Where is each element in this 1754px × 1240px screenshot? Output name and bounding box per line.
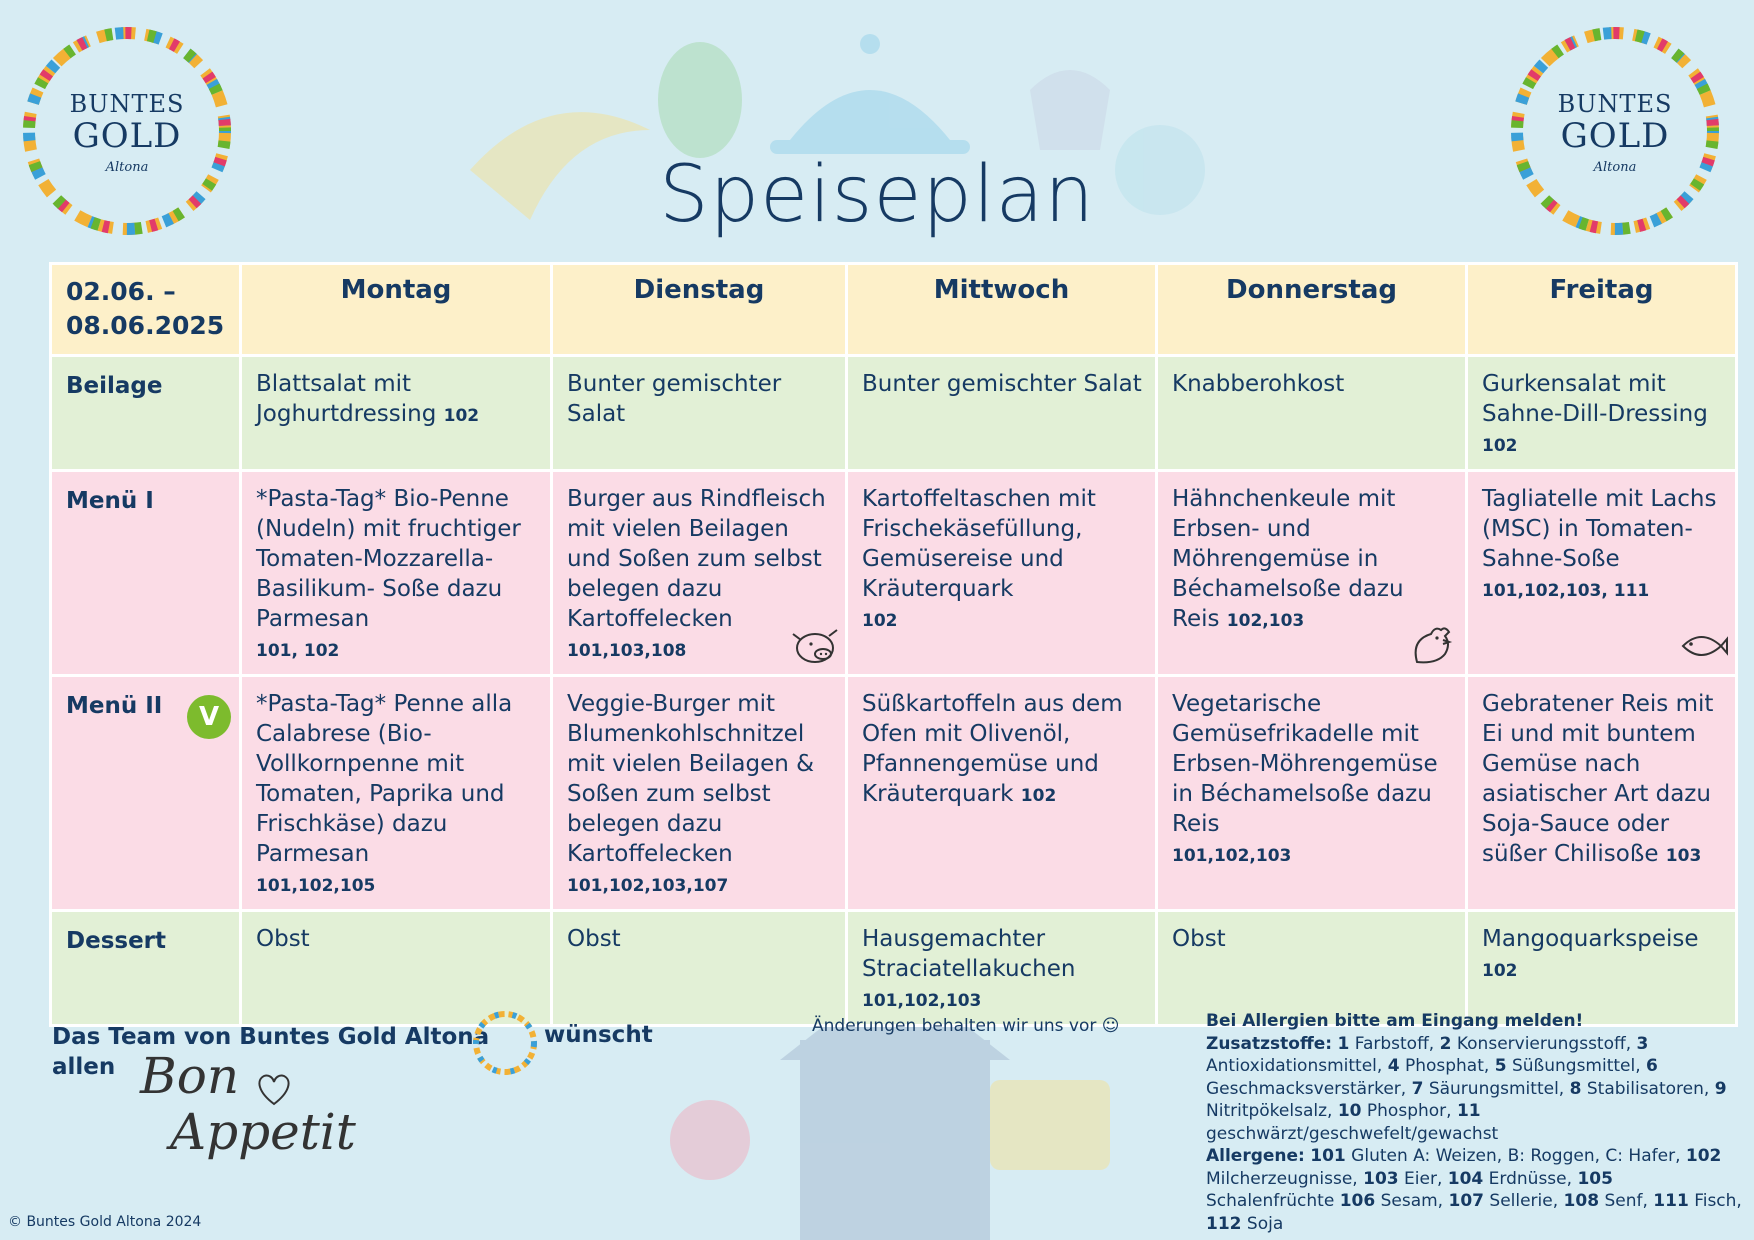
dish-text: Burger aus Rindfleisch mit vielen Beilagen und Soßen zum selbst belegen dazu Kartoffelecken (567, 486, 826, 632)
heart-icon (254, 1070, 294, 1108)
dish-text: Obst (567, 926, 621, 952)
dish-text: Bunter gemischter Salat (567, 371, 782, 427)
allergen-codes: 102 (1482, 961, 1518, 981)
logo-line1: BUNTES (69, 90, 185, 118)
additive-num: 11 (1456, 1101, 1481, 1121)
allergen-num: 103 (1363, 1168, 1399, 1189)
menu-cell (847, 911, 1157, 1026)
additive-text: geschwärzt/geschwefelt/gewachst (1206, 1123, 1499, 1144)
allergy-heading: Bei Allergien bitte am Eingang melden! (1206, 1011, 1584, 1031)
allergen-text: Milcherzeugnisse, (1206, 1168, 1358, 1189)
logo-line1: BUNTES (1557, 90, 1673, 118)
day-header-thursday: Donnerstag (1157, 264, 1467, 356)
copyright-icon: © (8, 1214, 22, 1230)
additive-text: Geschmacksverstärker, (1206, 1078, 1407, 1099)
allergen-num: 107 (1448, 1191, 1484, 1211)
row-label-text: Menü II (66, 693, 163, 719)
menu-cell (1157, 471, 1467, 676)
logo-line3: Altona (105, 160, 149, 175)
allergen-num: 104 (1447, 1168, 1484, 1189)
cow-icon (787, 622, 839, 670)
dish-text: Tagliatelle mit Lachs (MSC) in Tomaten-Sahne-Soße (1482, 486, 1717, 572)
allergen-codes: 101,102,103 (862, 991, 982, 1011)
allergen-codes: 102 (443, 406, 480, 426)
table-row-menu-1 (51, 471, 1737, 676)
allergen-text: Schalenfrüchte (1206, 1191, 1335, 1211)
dish-text: Mangoquarkspeise (1482, 926, 1699, 952)
logo-line2: GOLD (1560, 116, 1670, 156)
table-row-beilage (51, 356, 1737, 471)
additive-num: 2 (1439, 1033, 1452, 1054)
copyright (8, 1214, 201, 1230)
allergen-codes: 102 (1482, 436, 1518, 456)
menu-cell (847, 676, 1157, 911)
additives-label: Zusatzstoffe: (1206, 1033, 1333, 1054)
logo-wreath-icon (470, 1008, 540, 1078)
additive-text: Phosphat, (1404, 1056, 1490, 1076)
bon-appetit-signature (140, 1048, 356, 1160)
allergen-codes: 101,103,108 (567, 641, 687, 661)
additive-num: 1 (1337, 1033, 1350, 1054)
chicken-icon (1407, 622, 1459, 670)
additive-text: Stabilisatoren, (1586, 1078, 1710, 1099)
additive-text: Konservierungsstoff, (1456, 1033, 1632, 1054)
dish-text: *Pasta-Tag* Penne alla Calabrese (Bio-Vollkornpenne mit Tomaten, Paprika und Frischkäse) dazu Parmesan (256, 691, 513, 867)
logo-line2: GOLD (72, 116, 182, 156)
dish-text: Veggie-Burger mit Blumenkohlschnitzel mit vielen Beilagen & Soßen zum selbst belegen dazu Kartoffelecken (567, 691, 815, 867)
allergen-codes: 102,103 (1226, 611, 1305, 631)
menu-cell (1467, 911, 1737, 1026)
wish-text: wünscht (544, 1022, 653, 1048)
additive-num: 5 (1494, 1056, 1507, 1076)
table-header-row (51, 264, 1737, 356)
allergen-num: 105 (1577, 1168, 1613, 1189)
additive-text: Phosphor, (1366, 1101, 1452, 1121)
menu-table (49, 262, 1738, 1027)
allergen-text: Soja (1246, 1213, 1284, 1234)
menu-cell (552, 911, 847, 1026)
menu-cell (1467, 356, 1737, 471)
additive-num: 4 (1387, 1056, 1400, 1076)
additive-num: 9 (1714, 1078, 1727, 1099)
allergen-num: 111 (1653, 1191, 1689, 1211)
dish-text: Hausgemachter Straciatellakuchen (862, 926, 1076, 982)
menu-cell (847, 471, 1157, 676)
additive-num: 3 (1636, 1033, 1649, 1054)
additive-text: Antioxidationsmittel, (1206, 1056, 1383, 1076)
day-header-tuesday: Dienstag (552, 264, 847, 356)
day-header-monday: Montag (241, 264, 552, 356)
allergen-codes: 102 (1020, 786, 1057, 806)
menu-cell (847, 356, 1157, 471)
menu-cell (241, 676, 552, 911)
menu-cell (241, 471, 552, 676)
allergen-codes: 103 (1665, 846, 1702, 866)
allergen-num: 106 (1339, 1191, 1376, 1211)
allergen-codes: 101,102,103, 111 (1482, 581, 1650, 601)
additive-num: 7 (1411, 1078, 1424, 1099)
row-label-menu-1: Menü I (51, 471, 241, 676)
additive-text: Süßungsmittel, (1511, 1056, 1641, 1076)
allergen-codes: 102 (862, 611, 898, 631)
menu-cell (552, 356, 847, 471)
dish-text: Bunter gemischter Salat (862, 371, 1142, 397)
menu-cell (1157, 911, 1467, 1026)
dish-text: *Pasta-Tag* Bio-Penne (Nudeln) mit fruchtiger Tomaten-Mozzarella-Basilikum- Soße dazu Parmesan (256, 486, 521, 632)
table-row-menu-2 (51, 676, 1737, 911)
additive-text: Nitritpökelsalz, (1206, 1101, 1333, 1121)
allergen-num: 112 (1206, 1213, 1242, 1234)
dish-text: Vegetarische Gemüsefrikadelle mit Erbsen-Möhrengemüse in Béchamelsoße dazu Reis (1172, 691, 1438, 837)
page-title: Speiseplan (659, 150, 1095, 240)
allergens-label: Allergene: (1206, 1146, 1305, 1166)
menu-cell (1157, 356, 1467, 471)
allergen-text: Erdnüsse, (1488, 1168, 1573, 1189)
logo-line3: Altona (1593, 160, 1637, 175)
additive-text: Farbstoff, (1354, 1033, 1435, 1054)
allergen-num: 101 (1310, 1146, 1346, 1166)
date-end: 08.06.2025 (66, 311, 225, 340)
fish-icon (1677, 622, 1729, 670)
menu-cell (241, 356, 552, 471)
week-range (51, 264, 241, 356)
additive-num: 8 (1569, 1078, 1582, 1099)
allergen-text: Fisch, (1694, 1191, 1742, 1211)
allergen-text: Sesam, (1380, 1191, 1444, 1211)
dish-text: Gebratener Reis mit Ei und mit buntem Gemüse nach asiatischer Art dazu Soja-Sauce oder süßer Chilisoße (1482, 691, 1714, 867)
allergen-codes: 101,102,105 (256, 876, 376, 896)
row-label-dessert: Dessert (51, 911, 241, 1026)
allergen-codes: 101,102,103 (1172, 846, 1292, 866)
team-line-2: allen (52, 1054, 116, 1080)
row-label-menu-2 (51, 676, 241, 911)
team-line-1: Das Team von Buntes Gold Altona (52, 1024, 490, 1050)
date-start: 02.06. – (66, 277, 176, 306)
day-header-wednesday: Mittwoch (847, 264, 1157, 356)
allergen-num: 108 (1563, 1191, 1600, 1211)
allergen-codes: 101,102,103,107 (567, 876, 729, 896)
allergen-text: Eier, (1404, 1168, 1443, 1189)
dish-text: Süßkartoffeln aus dem Ofen mit Olivenöl, Pfannengemüse und Kräuterquark (862, 691, 1123, 807)
menu-cell (552, 676, 847, 911)
additive-text: Säurungsmittel, (1428, 1078, 1565, 1099)
dish-text: Obst (256, 926, 310, 952)
dish-text: Knabberohkost (1172, 371, 1345, 397)
allergen-text: Gluten A: Weizen, B: Roggen, C: Hafer, (1351, 1146, 1681, 1166)
menu-cell (1467, 471, 1737, 676)
allergy-info (1206, 1010, 1746, 1235)
dish-text: Obst (1172, 926, 1226, 952)
dish-text: Gurkensalat mit Sahne-Dill-Dressing (1482, 371, 1708, 427)
menu-cell (1157, 676, 1467, 911)
row-label-beilage: Beilage (51, 356, 241, 471)
appetit-text: Appetit (170, 1103, 356, 1161)
allergen-text: Sellerie, (1489, 1191, 1559, 1211)
additive-num: 6 (1646, 1056, 1658, 1076)
changes-notice: Änderungen behalten wir uns vor ☺ (812, 1016, 1120, 1036)
allergen-text: Senf, (1604, 1191, 1648, 1211)
copyright-text: Buntes Gold Altona 2024 (26, 1214, 202, 1230)
buntes-gold-mini-logo (470, 1008, 540, 1078)
additive-num: 10 (1337, 1101, 1362, 1121)
day-header-friday: Freitag (1467, 264, 1737, 356)
allergen-num: 102 (1685, 1146, 1722, 1166)
menu-cell (1467, 676, 1737, 911)
menu-cell (552, 471, 847, 676)
allergen-codes: 101, 102 (256, 641, 340, 661)
table-row-dessert (51, 911, 1737, 1026)
bon-text: Bon (140, 1047, 240, 1105)
dish-text: Blattsalat mit Joghurtdressing (256, 371, 444, 427)
dish-text: Hähnchenkeule mit Erbsen- und Möhrengemüse in Béchamelsoße dazu Reis (1172, 486, 1404, 632)
dish-text: Kartoffeltaschen mit Frischekäsefüllung, Gemüsereise und Kräuterquark (862, 486, 1096, 602)
vegetarian-leaf-icon: V (187, 695, 231, 739)
